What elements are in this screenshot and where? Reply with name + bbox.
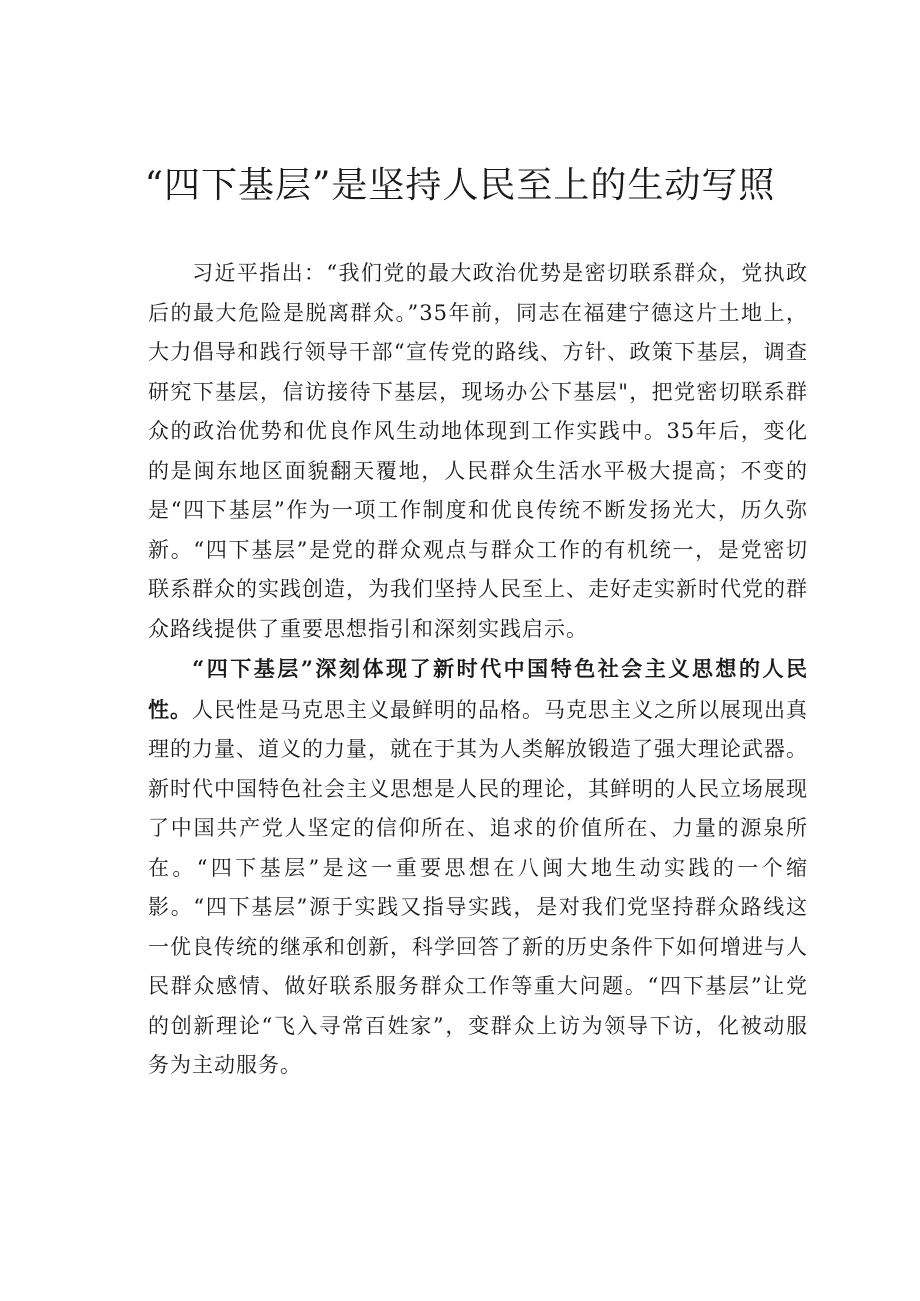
document-title: “四下基层”是坚持人民至上的生动写照 (144, 165, 776, 206)
paragraph-2-text: 人民性是马克思主义最鲜明的品格。马克思主义之所以展现出真理的力量、道义的力量，就在于其为人类解放锻造了强大理论武器。新时代中国特色社会主义思想是人民的理论，其鲜明的人民立场展现了中国共产党人坚定的信仰所在、追求的价值所在、力量的源泉所在。“四下基层”是这一重要思想在八闽大地生动实践的一个缩影。“四下基层”源于实践又指导实践，是对我们党坚持群众路线这一优良传统的继承和创新，科学回答了新的历史条件下如何增进与人民群众感情、做好联系服务群众工作等重大问题。“四下基层”让党的创新理论“飞入寻常百姓家”，变群众上访为领导下访，化被动服务为主动服务。 (148, 697, 808, 1077)
paragraph-2 (148, 649, 808, 1086)
paragraph-2-lead: “四下基层”深刻体现了新时代中国特色社会主义思想的人民性。 (148, 656, 808, 722)
paragraph-1-text: 习近平指出：“我们党的最大政治优势是密切联系群众，党执政后的最大危险是脱离群众。”35年前，同志在福建宁德这片土地上，大力倡导和践行领导干部“宣传党的路线、方针、政策下基层，调查研究下基层，信访接待下基层，现场办公下基层"，把党密切联系群众的政治优势和优良作风生动地体现到工作实践中。35年后，变化的是闽东地区面貌翻天覆地，人民群众生活水平极大提高；不变的是“四下基层”作为一项工作制度和优良传统不断发扬光大，历久弥新。“四下基层”是党的群众观点与群众工作的有机统一，是党密切联系群众的实践创造，为我们坚持人民至上、走好走实新时代党的群众路线提供了重要思想指引和深刻实践启示。 (148, 261, 808, 641)
paragraph-1 (148, 254, 808, 649)
document-body (148, 254, 808, 1086)
